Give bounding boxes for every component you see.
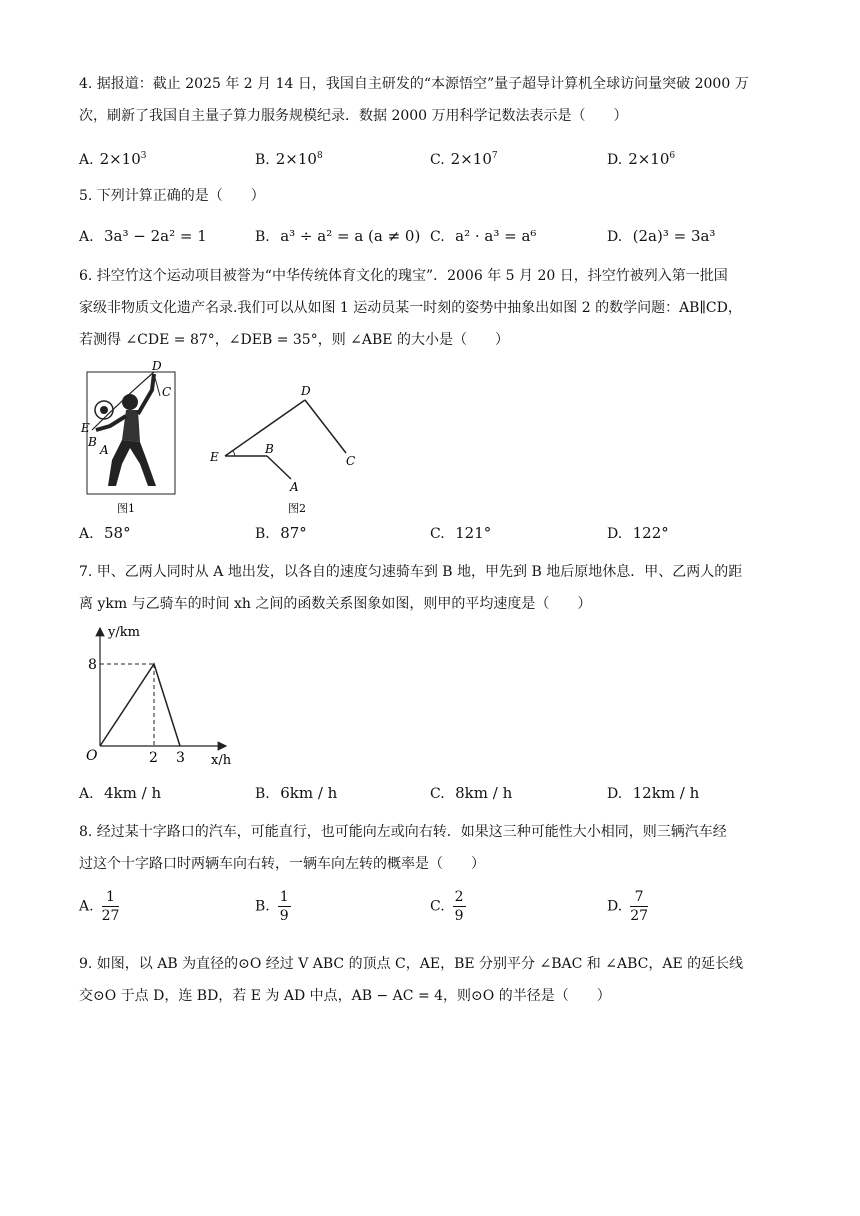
q5-option-c[interactable]: C. a² · a³ = a⁶	[430, 227, 537, 245]
fig2-label-d: D	[301, 384, 311, 398]
fig2-caption: 图2	[288, 502, 306, 515]
fig1-label-e: E	[81, 421, 90, 435]
q8-option-a[interactable]: A. $\frac{1}{27}$	[79, 889, 120, 924]
q8-stem-line1: 8. 经过某十字路口的汽车，可能直行，也可能向左或向右转．如果这三种可能性大小相同，则三辆汽车经	[79, 824, 727, 840]
q8-stem-line2: 过这个十字路口时两辆车向右转，一辆车向左转的概率是（ ）	[79, 856, 485, 872]
q9-stem-line1: 9. 如图，以 AB 为直径的⊙O 经过 V ABC 的顶点 C，AE，BE 分别平分 ∠BAC 和 ∠ABC，AE 的延长线	[79, 956, 744, 972]
fig1-caption: 图1	[117, 502, 135, 515]
q4-option-c[interactable]: C. $2\times 10^7$	[430, 150, 498, 168]
fig2-label-e: E	[210, 450, 219, 464]
q6-option-d[interactable]: D. 122°	[607, 524, 669, 542]
q4-option-b[interactable]: B. $2\times 10^8$	[255, 150, 323, 168]
q7-stem-line1: 7. 甲、乙两人同时从 A 地出发，以各自的速度匀速骑车到 B 地，甲先到 B 地后原地休息．甲、乙两人的距	[79, 564, 743, 580]
fig1-label-c: C	[162, 385, 172, 399]
q4-stem-line2: 次，刷新了我国自主量子算力服务规模纪录．数据 2000 万用科学记数法表示是（ ）	[79, 108, 628, 124]
q6-option-a[interactable]: A. 58°	[79, 524, 131, 542]
q6-stem-line2: 家级非物质文化遗产名录.我们可以从如图 1 运动员某一时刻的姿势中抽象出如图 2 的数学问题：AB∥CD，	[79, 300, 742, 316]
distance-line	[100, 664, 180, 746]
q6-stem-line1: 6. 抖空竹这个运动项目被誉为“中华传统体育文化的瑰宝”．2006 年 5 月 20 日，抖空竹被列入第一批国	[79, 268, 728, 284]
graph-x-tick-3: 3	[176, 750, 185, 766]
fig2-label-a: A	[290, 480, 299, 494]
graph-xlabel: x/h	[211, 753, 232, 768]
q6-figure-2	[205, 375, 370, 518]
q7-option-d[interactable]: D. 12km / h	[607, 784, 700, 802]
fig1-label-b: B	[88, 435, 97, 449]
q6-stem-line3: 若测得 ∠CDE = 87°，∠DEB = 35°，则 ∠ABE 的大小是（ ）	[79, 332, 509, 348]
q4-option-a[interactable]: A. $2\times 10^3$	[79, 150, 147, 168]
q5-stem: 5. 下列计算正确的是（ ）	[79, 188, 265, 204]
q6-option-c[interactable]: C. 121°	[430, 524, 492, 542]
q7-option-b[interactable]: B. 6km / h	[255, 784, 338, 802]
q8-option-c[interactable]: C. $\frac{2}{9}$	[430, 889, 464, 924]
q5-option-d[interactable]: D. (2a)³ = 3a³	[607, 227, 716, 245]
q7-option-c[interactable]: C. 8km / h	[430, 784, 513, 802]
q5-option-b[interactable]: B. a³ ÷ a² = a (a ≠ 0)	[255, 227, 421, 245]
fig2-label-b: B	[265, 442, 274, 456]
fig2-label-c: C	[346, 454, 356, 468]
graph-ylabel: y/km	[108, 625, 140, 640]
q8-option-d[interactable]: D. $\frac{7}{27}$	[607, 889, 649, 924]
graph-x-tick-2: 2	[149, 750, 158, 766]
q9-stem-line2: 交⊙O 于点 D，连 BD，若 E 为 AD 中点，AB − AC = 4，则⊙O 的半径是（ ）	[79, 988, 611, 1004]
q7-graph	[76, 620, 246, 770]
q7-option-a[interactable]: A. 4km / h	[79, 784, 162, 802]
fig1-label-d: D	[152, 359, 162, 373]
q7-stem-line2: 离 ykm 与乙骑车的时间 xh 之间的函数关系图象如图，则甲的平均速度是（ ）	[79, 596, 592, 612]
q8-option-b[interactable]: B. $\frac{1}{9}$	[255, 889, 289, 924]
fig1-label-a: A	[100, 443, 109, 457]
q6-figure-1	[82, 360, 182, 518]
q4-stem-line1: 4. 据报道：截止 2025 年 2 月 14 日，我国自主研发的“本源悟空”量子超导计算机全球访问量突破 2000 万	[79, 76, 749, 92]
q6-option-b[interactable]: B. 87°	[255, 524, 307, 542]
q5-option-a[interactable]: A. 3a³ − 2a² = 1	[79, 227, 207, 245]
graph-y-tick-8: 8	[88, 657, 97, 673]
q4-option-d[interactable]: D. $2\times 10^6$	[607, 150, 676, 168]
graph-origin: O	[86, 748, 98, 764]
